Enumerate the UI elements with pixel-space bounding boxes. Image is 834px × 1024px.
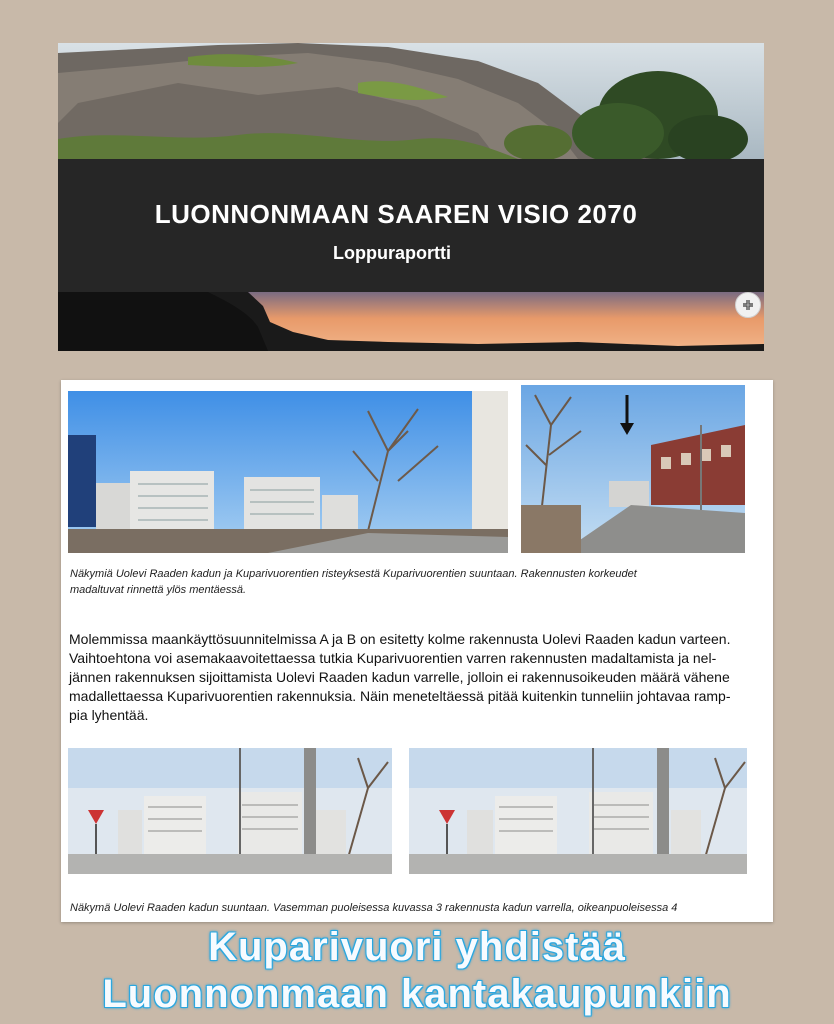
report-subtitle: Loppuraportti <box>333 243 451 263</box>
report-title: LUONNONMAAN SAAREN VISIO 2070 <box>154 199 638 229</box>
collapse-arrows-icon <box>742 299 754 311</box>
sunset-photo <box>58 292 764 351</box>
street-view-photo-2 <box>521 385 745 553</box>
report-page <box>61 380 773 922</box>
street-view-render-4-buildings <box>409 748 747 874</box>
headline-line-1: Kuparivuori yhdistää <box>208 925 626 969</box>
photo-caption-1: Näkymiä Uolevi Raaden kadun ja Kuparivuorentien risteyksestä Kuparivuorentien suuntaan. Rakennusten korkeudet madaltuvat rinnettä ylös mentäessä. <box>70 568 637 596</box>
rocky-shore-photo <box>58 43 764 159</box>
expand-button[interactable] <box>735 292 761 318</box>
photo-caption-2: Näkymä Uolevi Raaden kadun suuntaan. Vasemman puoleisessa kuvassa 3 rakennusta kadun varrella, oikeanpuoleisessa 4 <box>70 902 678 914</box>
headline-line-2: Luonnonmaan kantakaupunkiin <box>102 972 732 1016</box>
report-banner <box>58 43 764 351</box>
street-view-render-3-buildings <box>68 748 392 874</box>
street-view-photo-1 <box>68 391 508 553</box>
title-band <box>58 159 764 292</box>
body-paragraph: Molemmissa maankäyttösuunnitelmissa A ja B on esitetty kolme rakennusta Uolevi Raaden kadun varteen. Vaihtoehtona voi asemakaavoitettaessa tutkia Kuparivuorentien varren rakennusten madaltamista ja nel- jännen rakennuksen sijoittamista Uolevi Raaden kadun varrelle, jolloin ei rakennusoikeuden määrä vähene madallettaessa Kuparivuorentien rakennuksia. Näin meneteltäessä pitää kuitenkin tunneliin johtavaa ramp- pia lyhentää. <box>69 631 731 723</box>
